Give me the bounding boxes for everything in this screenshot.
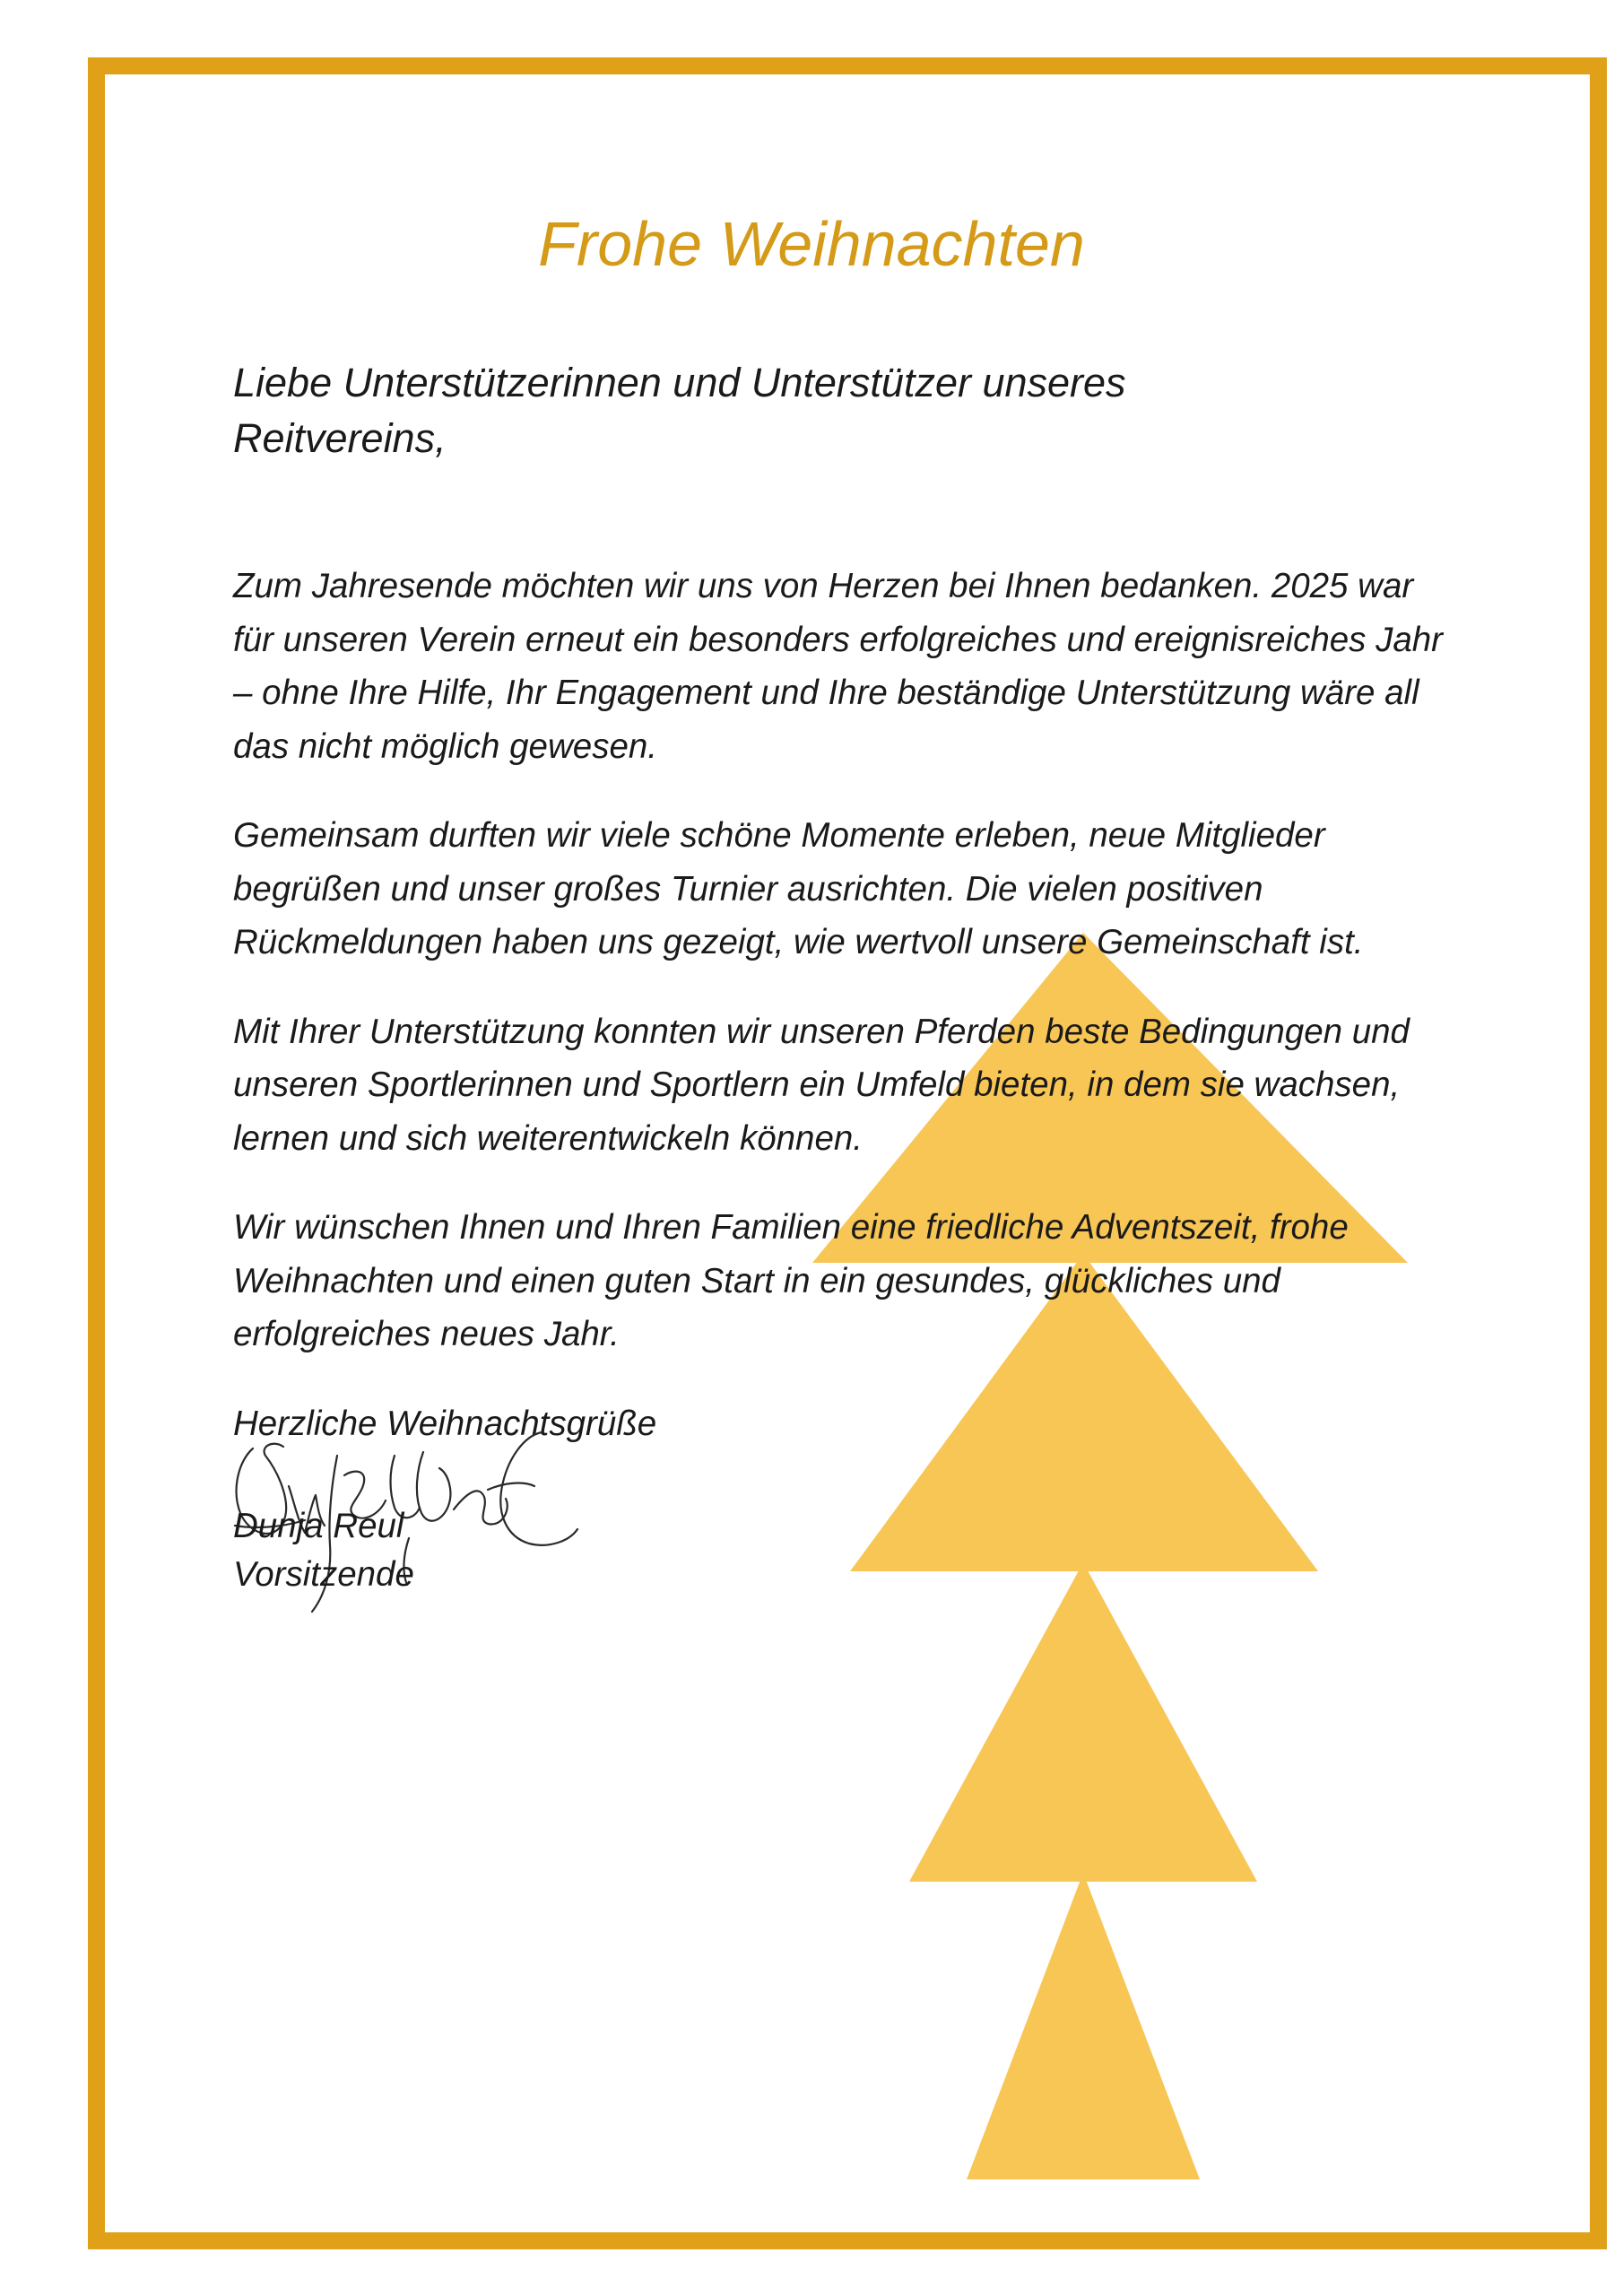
tree-tier-4 [967,1873,1200,2179]
signature-block [233,1502,1453,1599]
paragraph-moments: Gemeinsam durften wir viele schöne Momente erleben, neue Mitglieder begrüßen und unser großes Turnier ausrichten. Die vielen positiven Rückmeldungen haben uns gezeigt, wie wertvoll unsere Gemeinschaft ist. [233,816,1364,961]
letter-title: Frohe Weihnachten [538,209,1085,279]
signer-role: Vorsitzende [233,1555,414,1594]
salutation: Liebe Unterstützerinnen und Unterstützer unseres Reitvereins, [233,360,1126,461]
paragraph-thanks: Zum Jahresende möchten wir uns von Herzen bei Ihnen bedanken. 2025 war für unseren Verein erneut ein besonders erfolgreiches und ereignisreiches Jahr – ohne Ihre Hilfe, Ihr Engagement und Ihre beständige Unterstützung wäre all das nicht möglich gewesen. [233,567,1444,766]
tree-tier-3 [909,1562,1257,1882]
letter-body [233,355,1453,1599]
paragraph-wishes: Wir wünschen Ihnen und Ihren Familien eine friedliche Adventszeit, frohe Weihnachten und einen guten Start in ein gesundes, glückliches und erfolgreiches neues Jahr. [233,1208,1349,1353]
paragraph-support: Mit Ihrer Unterstützung konnten wir unseren Pferden beste Bedingungen und unseren Sportlerinnen und Sportlern ein Umfeld bieten, in dem sie wachsen, lernen und sich weiterentwickeln können. [233,1012,1410,1158]
signer-name: Dunja Reul [233,1507,404,1545]
closing-greeting: Herzliche Weihnachtsgrüße [233,1404,657,1443]
